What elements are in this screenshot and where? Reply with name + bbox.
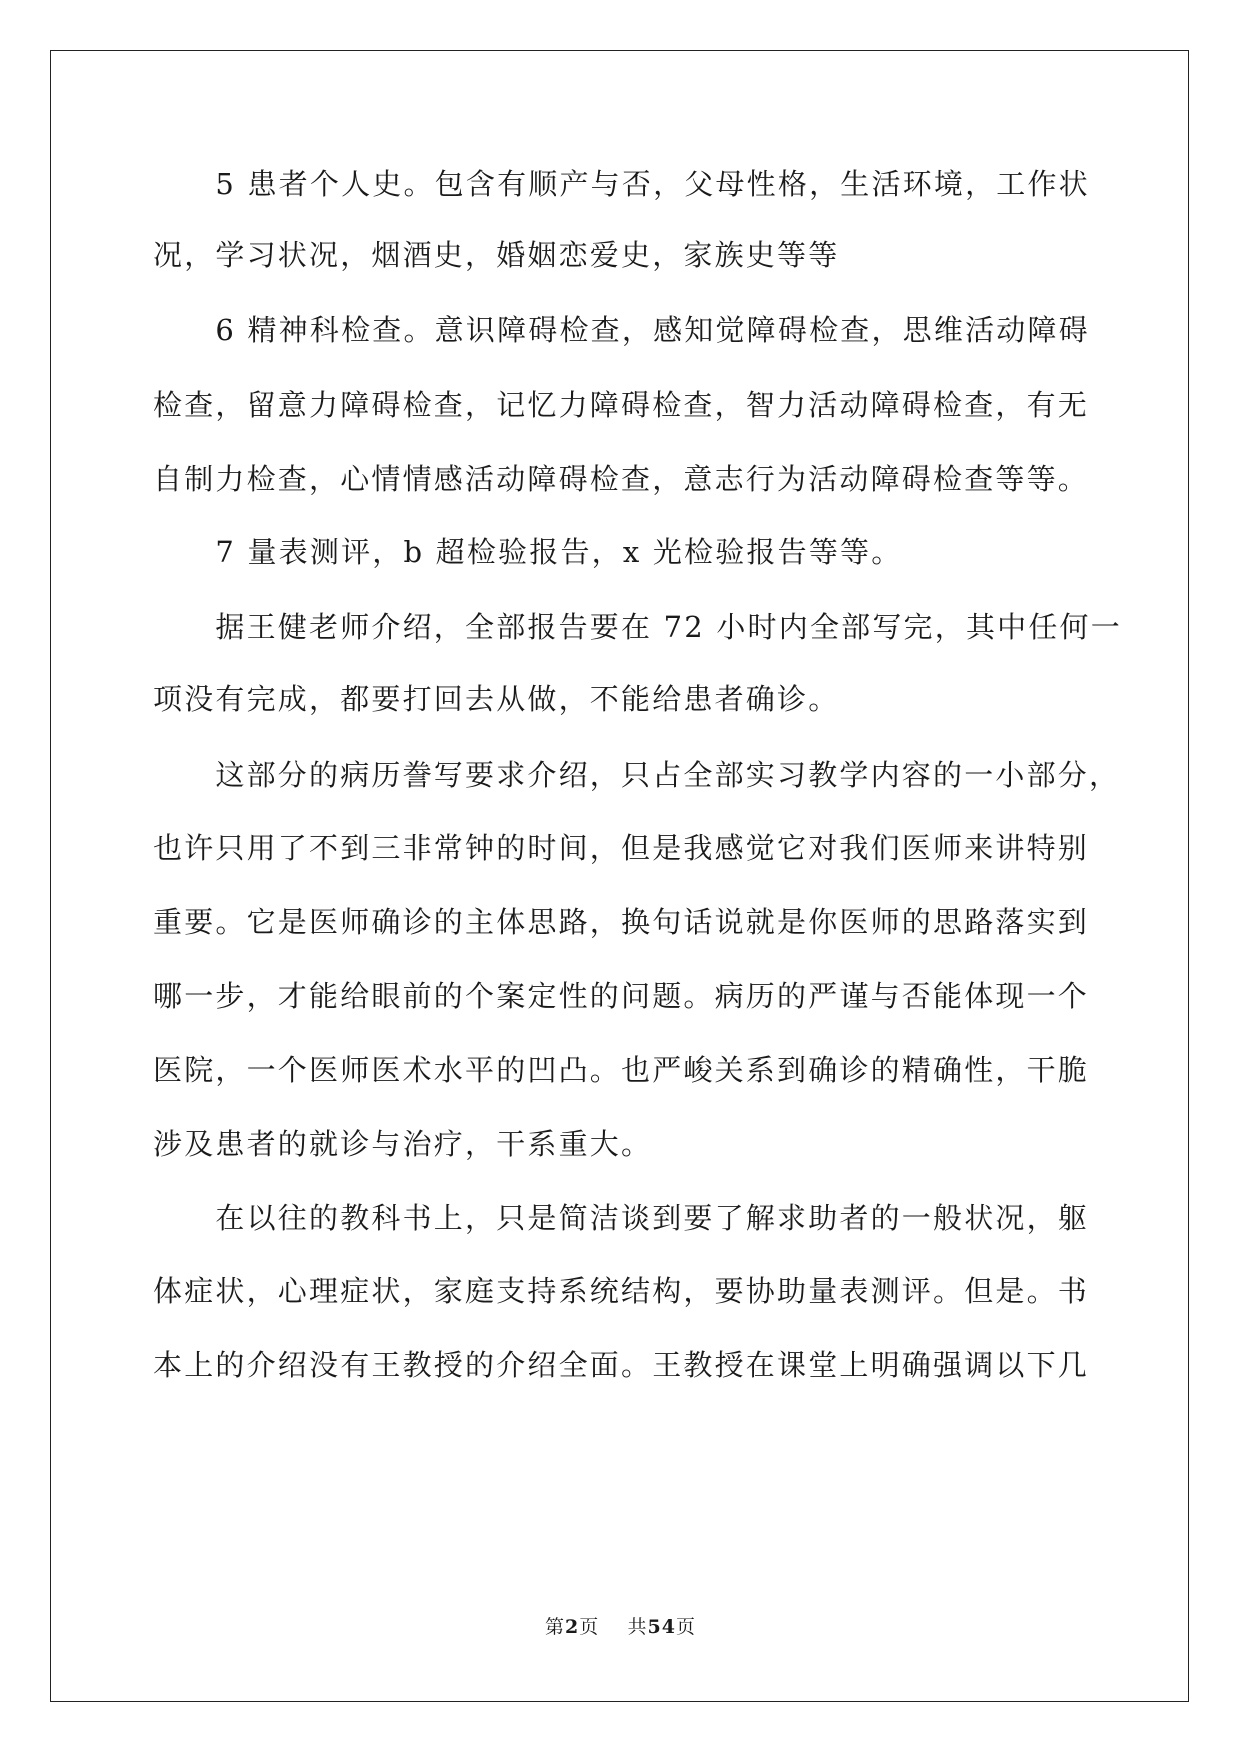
- text-line: 本上的介绍没有王教授的介绍全面。王教授在课堂上明确强调以下几: [153, 1348, 1090, 1382]
- text-line: 6 精神科检查。意识障碍检查，感知觉障碍检查，思维活动障碍: [153, 313, 1090, 347]
- text-line: 5 患者个人史。包含有顺产与否，父母性格，生活环境，工作状: [153, 167, 1090, 201]
- page-prefix: 第: [545, 1616, 566, 1638]
- text-line: 涉及患者的就诊与治疗，干系重大。: [153, 1127, 653, 1161]
- text-line: 7 量表测评，b 超检验报告，x 光检验报告等等。: [153, 535, 903, 569]
- text-line: 哪一步，才能给眼前的个案定性的问题。病历的严谨与否能体现一个: [153, 979, 1090, 1013]
- total-pages: 54: [647, 1616, 676, 1638]
- page-number: 2: [565, 1616, 580, 1638]
- text-line: 体症状，心理症状，家庭支持系统结构，要协助量表测评。但是。书: [153, 1274, 1090, 1308]
- text-line: 自制力检查，心情情感活动障碍检查，意志行为活动障碍检查等等。: [153, 462, 1090, 496]
- text-line: 项没有完成，都要打回去从做，不能给患者确诊。: [153, 682, 840, 716]
- text-line: 这部分的病历誊写要求介绍，只占全部实习教学内容的一小部分，: [153, 758, 1121, 792]
- text-line: 也许只用了不到三非常钟的时间，但是我感觉它对我们医师来讲特别: [153, 831, 1090, 865]
- text-line: 检查，留意力障碍检查，记忆力障碍检查，智力活动障碍检查，有无: [153, 388, 1090, 422]
- text-line: 在以往的教科书上，只是简洁谈到要了解求助者的一般状况，躯: [153, 1201, 1090, 1235]
- page-footer: [0, 1612, 1241, 1639]
- text-line: 重要。它是医师确诊的主体思路，换句话说就是你医师的思路落实到: [153, 905, 1090, 939]
- total-prefix: 共: [627, 1616, 648, 1638]
- text-line: 况，学习状况，烟酒史，婚姻恋爱史，家族史等等: [153, 238, 840, 272]
- total-suffix: 页: [675, 1616, 696, 1638]
- page-border: [50, 50, 1189, 1702]
- text-line: 据王健老师介绍，全部报告要在 72 小时内全部写完，其中任何一: [153, 610, 1122, 644]
- text-line: 医院，一个医师医术水平的凹凸。也严峻关系到确诊的精确性，干脆: [153, 1053, 1090, 1087]
- page-suffix: 页: [579, 1616, 600, 1638]
